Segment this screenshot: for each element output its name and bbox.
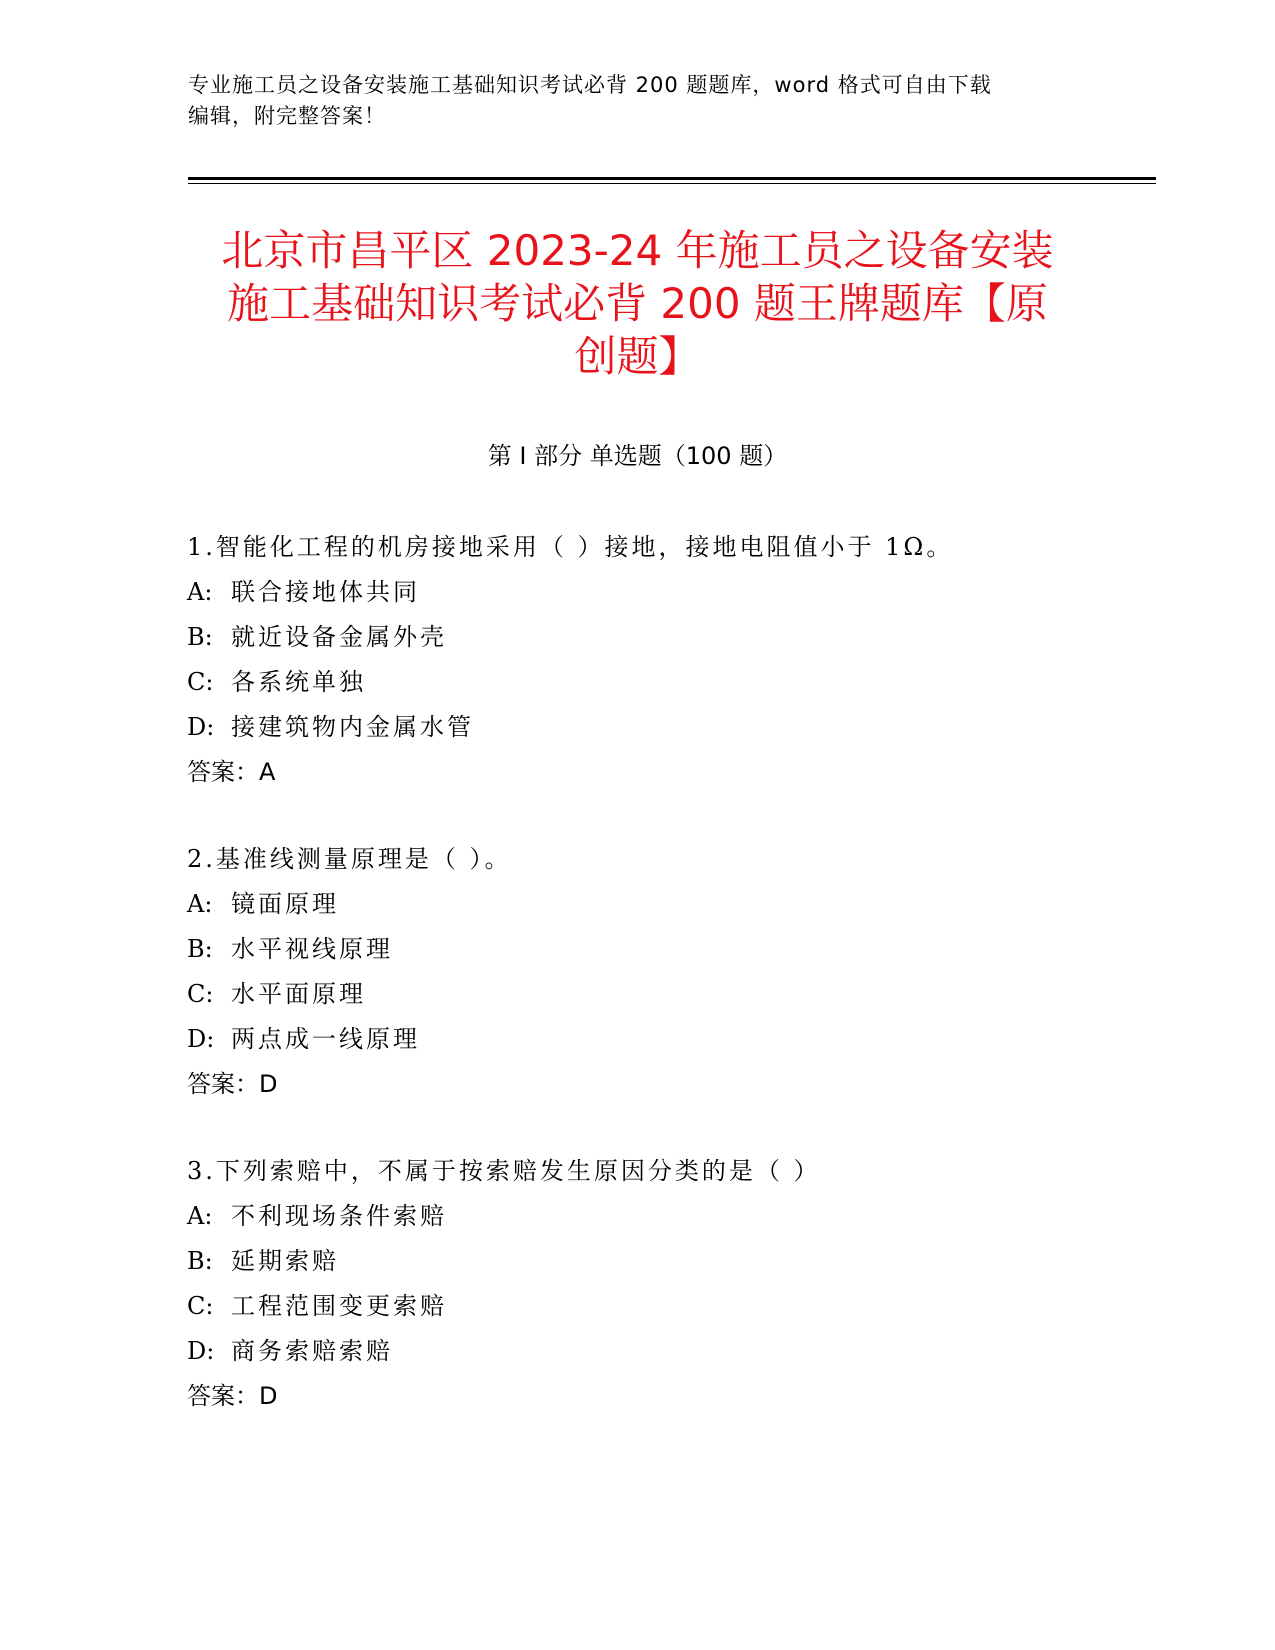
answer-text: 答案：D xyxy=(187,1382,278,1410)
option-letter: C: xyxy=(187,980,214,1008)
question-3 xyxy=(187,1149,1147,1419)
option-text: 镜面原理 xyxy=(231,890,339,918)
option-letter: D: xyxy=(187,1025,215,1053)
option-letter: B: xyxy=(187,935,213,963)
option-letter: C: xyxy=(187,1292,214,1320)
question-2 xyxy=(187,837,1147,1107)
header-note-line-1: 专业施工员之设备安装施工基础知识考试必背 200 题题库，word 格式可自由下载 xyxy=(188,73,992,97)
document-title xyxy=(150,224,1125,383)
answer-text: 答案：D xyxy=(187,1070,278,1098)
header-note xyxy=(188,70,1088,132)
option-letter: C: xyxy=(187,668,214,696)
question-1 xyxy=(187,525,1147,795)
option-text: 水平面原理 xyxy=(231,980,366,1008)
option-text: 工程范围变更索赔 xyxy=(231,1292,447,1320)
option-a xyxy=(187,1194,1147,1239)
document-title-line-2: 施工基础知识考试必背 200 题王牌题库【原 xyxy=(227,279,1048,328)
document-title-line-1: 北京市昌平区 2023-24 年施工员之设备安装 xyxy=(221,226,1054,275)
option-letter: B: xyxy=(187,623,213,651)
option-c xyxy=(187,972,1147,1017)
option-text: 延期索赔 xyxy=(231,1247,339,1275)
option-text: 各系统单独 xyxy=(231,668,366,696)
option-b xyxy=(187,1239,1147,1284)
question-list xyxy=(187,525,1147,1461)
document-title-line-3: 创题】 xyxy=(574,332,701,381)
option-c xyxy=(187,660,1147,705)
option-text: 不利现场条件索赔 xyxy=(231,1202,447,1230)
option-letter: A: xyxy=(187,1202,213,1230)
option-letter: B: xyxy=(187,1247,213,1275)
option-letter: D: xyxy=(187,1337,215,1365)
option-text: 水平视线原理 xyxy=(231,935,393,963)
question-stem: 2.基准线测量原理是（ ）。 xyxy=(187,845,512,873)
option-d xyxy=(187,1329,1147,1374)
header-divider-thin xyxy=(188,183,1156,184)
option-text: 商务索赔索赔 xyxy=(231,1337,393,1365)
option-b xyxy=(187,927,1147,972)
header-note-line-2: 编辑，附完整答案！ xyxy=(188,104,386,128)
option-b xyxy=(187,615,1147,660)
option-d xyxy=(187,1017,1147,1062)
header-divider-thick xyxy=(188,177,1156,180)
answer-text: 答案：A xyxy=(187,758,276,786)
question-stem: 1.智能化工程的机房接地采用（ ）接地，接地电阻值小于 1Ω。 xyxy=(187,533,954,561)
section-heading: 第 I 部分 单选题（100 题） xyxy=(487,442,788,470)
question-stem: 3.下列索赔中，不属于按索赔发生原因分类的是（ ） xyxy=(187,1157,821,1185)
option-letter: A: xyxy=(187,578,213,606)
option-c xyxy=(187,1284,1147,1329)
option-text: 就近设备金属外壳 xyxy=(231,623,447,651)
option-letter: D: xyxy=(187,713,215,741)
option-d xyxy=(187,705,1147,750)
option-a xyxy=(187,570,1147,615)
option-letter: A: xyxy=(187,890,213,918)
option-a xyxy=(187,882,1147,927)
option-text: 两点成一线原理 xyxy=(231,1025,420,1053)
option-text: 接建筑物内金属水管 xyxy=(231,713,474,741)
option-text: 联合接地体共同 xyxy=(231,578,420,606)
